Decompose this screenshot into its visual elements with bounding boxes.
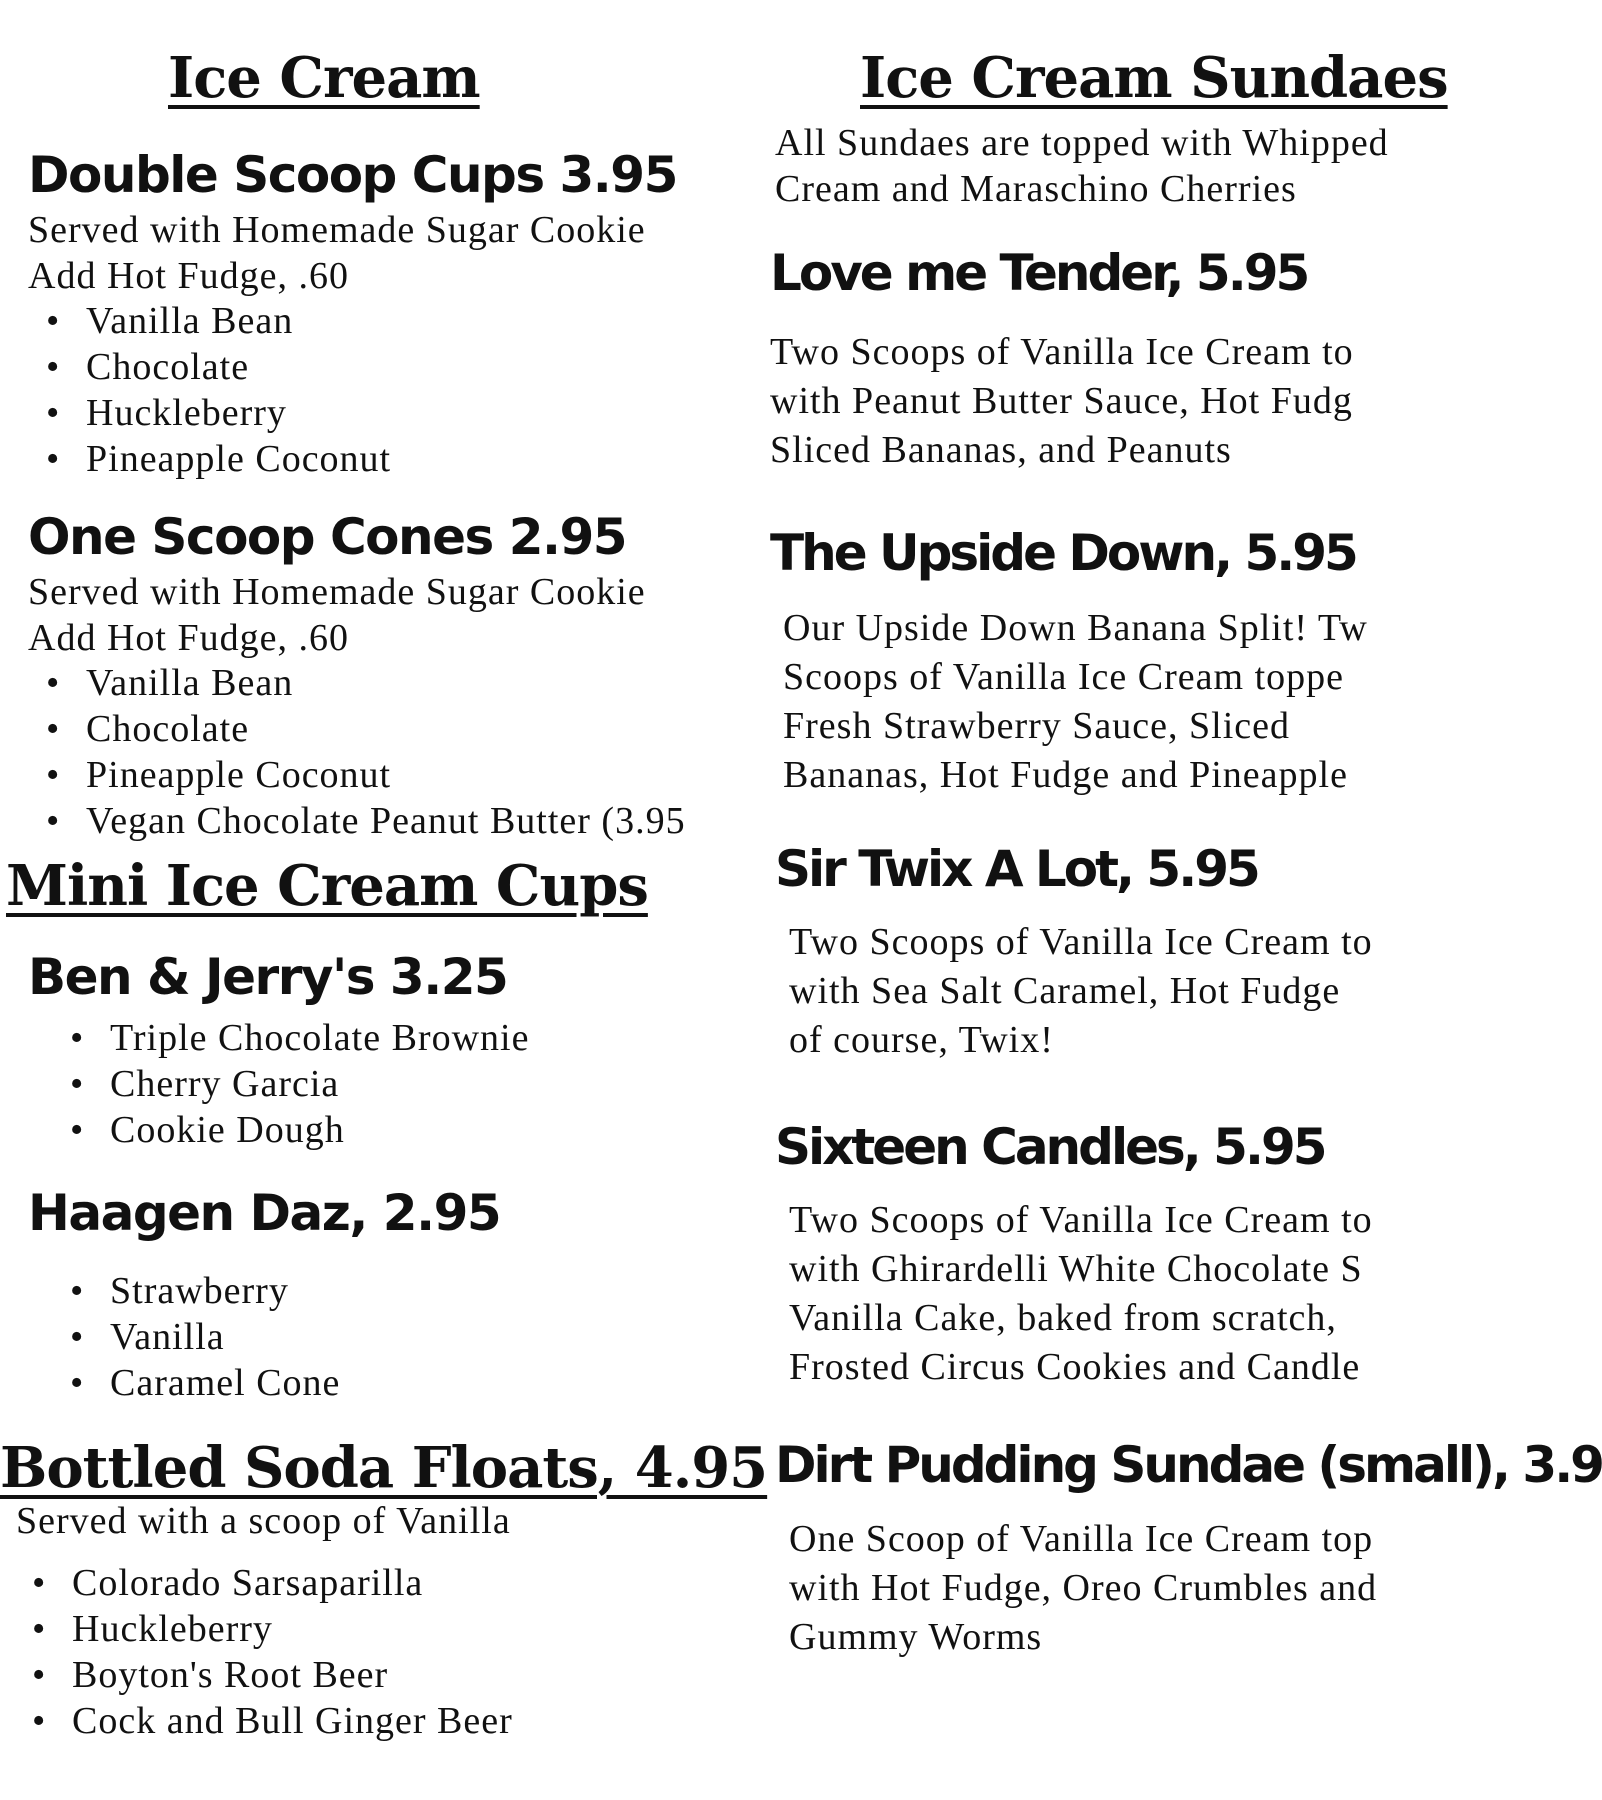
list-item: • Strawberry	[52, 1268, 340, 1314]
list-item: • Huckleberry	[14, 1606, 513, 1652]
soda-floats-note: Served with a scoop of Vanilla	[16, 1500, 511, 1542]
description-line: Scoops of Vanilla Ice Cream toppe	[783, 656, 1344, 698]
list-item: • Cookie Dough	[52, 1107, 529, 1153]
double-scoop-title: Double Scoop Cups 3.95	[28, 146, 677, 204]
sixteen-candles-title: Sixteen Candles, 5.95	[775, 1118, 1325, 1176]
description-line: of course, Twix!	[789, 1019, 1054, 1061]
ben-jerrys-title: Ben & Jerry's 3.25	[28, 948, 508, 1006]
description-line: Gummy Worms	[789, 1616, 1043, 1658]
list-item: • Vanilla	[52, 1314, 340, 1360]
description-line: Two Scoops of Vanilla Ice Cream to	[770, 331, 1354, 373]
ice-cream-heading: Ice Cream	[168, 45, 480, 111]
sixteen-candles-desc	[789, 1196, 1373, 1392]
intro-line: All Sundaes are topped with Whipped	[775, 122, 1389, 164]
upside-down-desc	[783, 604, 1368, 800]
double-scoop-addon: Add Hot Fudge, .60	[28, 255, 349, 297]
description-line: One Scoop of Vanilla Ice Cream top	[789, 1518, 1374, 1560]
description-line: Bananas, Hot Fudge and Pineapple	[783, 754, 1348, 796]
intro-line: Cream and Maraschino Cherries	[775, 168, 1297, 210]
sir-twix-desc	[789, 918, 1373, 1065]
description-line: Two Scoops of Vanilla Ice Cream to	[789, 1199, 1373, 1241]
double-scoop-note: Served with Homemade Sugar Cookie	[28, 209, 646, 251]
one-scoop-title: One Scoop Cones 2.95	[28, 508, 627, 566]
description-line: with Peanut Butter Sauce, Hot Fudg	[770, 380, 1353, 422]
list-item: • Boyton's Root Beer	[14, 1652, 513, 1698]
list-item: • Huckleberry	[28, 390, 391, 436]
sundaes-heading: Ice Cream Sundaes	[860, 45, 1448, 111]
list-item: • Vegan Chocolate Peanut Butter (3.95	[28, 798, 686, 844]
list-item: • Chocolate	[28, 706, 686, 752]
love-me-tender-title: Love me Tender, 5.95	[770, 244, 1308, 302]
one-scoop-flavor-list	[28, 660, 686, 844]
description-line: Sliced Bananas, and Peanuts	[770, 429, 1232, 471]
list-item: • Colorado Sarsaparilla	[14, 1560, 513, 1606]
description-line: Frosted Circus Cookies and Candle	[789, 1346, 1361, 1388]
dirt-pudding-desc	[789, 1515, 1377, 1662]
sundaes-intro	[775, 120, 1389, 212]
description-line: with Sea Salt Caramel, Hot Fudge	[789, 970, 1341, 1012]
mini-cups-heading: Mini Ice Cream Cups	[6, 853, 648, 919]
soda-floats-heading: Bottled Soda Floats, 4.95	[0, 1435, 768, 1501]
list-item: • Pineapple Coconut	[28, 436, 391, 482]
upside-down-title: The Upside Down, 5.95	[770, 524, 1356, 582]
list-item: • Triple Chocolate Brownie	[52, 1015, 529, 1061]
list-item: • Pineapple Coconut	[28, 752, 686, 798]
dirt-pudding-title: Dirt Pudding Sundae (small), 3.9	[775, 1436, 1602, 1494]
haagen-daz-title: Haagen Daz, 2.95	[28, 1184, 501, 1242]
description-line: with Ghirardelli White Chocolate S	[789, 1248, 1363, 1290]
description-line: Two Scoops of Vanilla Ice Cream to	[789, 921, 1373, 963]
double-scoop-flavor-list	[28, 298, 391, 482]
description-line: with Hot Fudge, Oreo Crumbles and	[789, 1567, 1378, 1609]
list-item: • Cock and Bull Ginger Beer	[14, 1698, 513, 1744]
ben-jerrys-flavor-list	[52, 1015, 529, 1153]
soda-floats-flavor-list	[14, 1560, 513, 1744]
one-scoop-note: Served with Homemade Sugar Cookie	[28, 571, 646, 613]
sir-twix-title: Sir Twix A Lot, 5.95	[775, 840, 1258, 898]
description-line: Fresh Strawberry Sauce, Sliced	[783, 705, 1290, 747]
list-item: • Chocolate	[28, 344, 391, 390]
description-line: Our Upside Down Banana Split! Tw	[783, 607, 1368, 649]
list-item: • Caramel Cone	[52, 1360, 340, 1406]
description-line: Vanilla Cake, baked from scratch,	[789, 1297, 1337, 1339]
list-item: • Vanilla Bean	[28, 660, 686, 706]
love-me-tender-desc	[770, 328, 1354, 475]
list-item: • Vanilla Bean	[28, 298, 391, 344]
one-scoop-addon: Add Hot Fudge, .60	[28, 617, 349, 659]
haagen-daz-flavor-list	[52, 1268, 340, 1406]
list-item: • Cherry Garcia	[52, 1061, 529, 1107]
